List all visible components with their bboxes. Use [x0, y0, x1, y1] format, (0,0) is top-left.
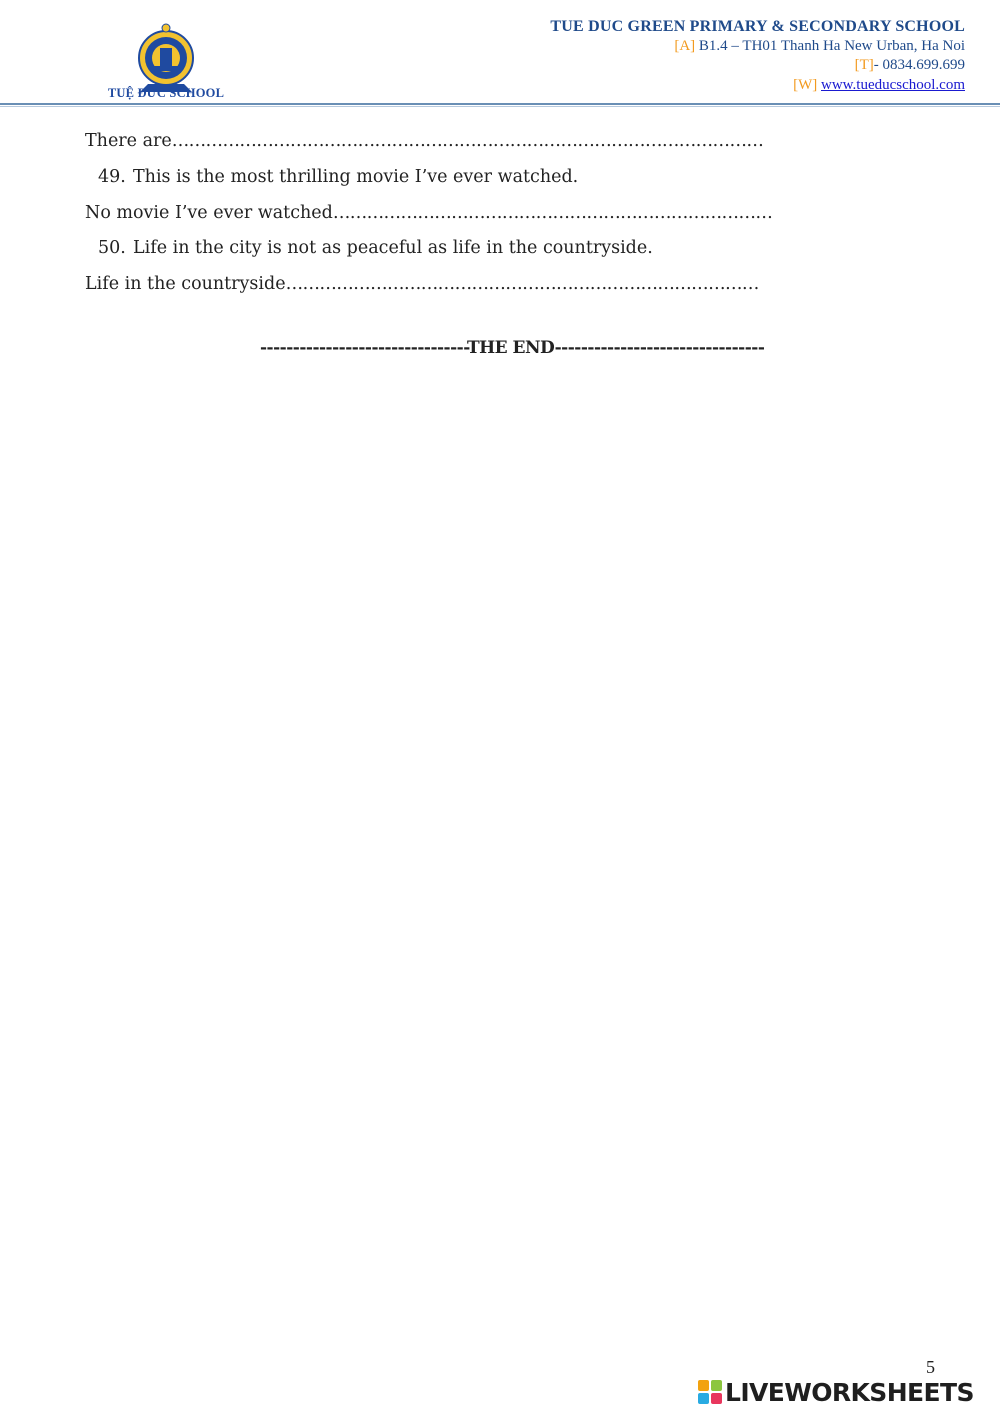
answer-blank[interactable]: ……………………………………………………………………: [332, 202, 773, 223]
worksheet-content: [85, 124, 773, 303]
question-50: [85, 231, 765, 267]
question-text: This is the most thrilling movie I’ve ever watched.: [133, 166, 579, 187]
question-number: 49.: [98, 166, 126, 187]
page-number: 5: [926, 1357, 935, 1377]
liveworksheets-logo-icon: [698, 1380, 722, 1404]
answer-line: [85, 267, 765, 303]
liveworksheets-brand: [698, 1377, 974, 1407]
answer-blank[interactable]: ……………………………………………………………………………………………: [171, 131, 764, 151]
website-link[interactable]: www.tueducschool.com: [821, 76, 965, 93]
phone-line: [550, 56, 965, 76]
answer-prefix: No movie I’ve ever watched: [85, 202, 333, 223]
website-line: [550, 76, 965, 96]
question-text: Life in the city is not as peaceful as life in the countryside.: [133, 238, 653, 259]
address-text: B1.4 – TH01 Thanh Ha New Urban, Ha Noi: [695, 37, 965, 54]
liveworksheets-wordmark: LIVEWORKSHEETS: [725, 1377, 974, 1407]
the-end-marker: --------------------------------THE END--------------------------------: [260, 338, 765, 358]
question-number: 50.: [98, 238, 126, 259]
answer-prefix: There are: [85, 131, 172, 151]
header-divider: [0, 103, 1000, 105]
answer-line: [85, 124, 765, 160]
school-name: TUE DUC GREEN PRIMARY & SECONDARY SCHOOL: [550, 18, 965, 35]
phone-tag: [T]: [854, 57, 874, 73]
school-header: [550, 17, 965, 95]
web-tag: [W]: [793, 76, 818, 93]
answer-line: [85, 196, 773, 232]
address-line: [550, 37, 965, 57]
answer-blank[interactable]: …………………………………………………………………………: [285, 274, 759, 295]
logo-wordmark: TUỆ ĐỨC SCHOOL: [107, 86, 225, 100]
question-49: [85, 160, 765, 196]
answer-prefix: Life in the countryside: [85, 274, 286, 295]
header-divider-light: [0, 106, 1000, 107]
address-tag: [A]: [674, 37, 696, 54]
phone-text: - 0834.699.699: [873, 57, 965, 73]
